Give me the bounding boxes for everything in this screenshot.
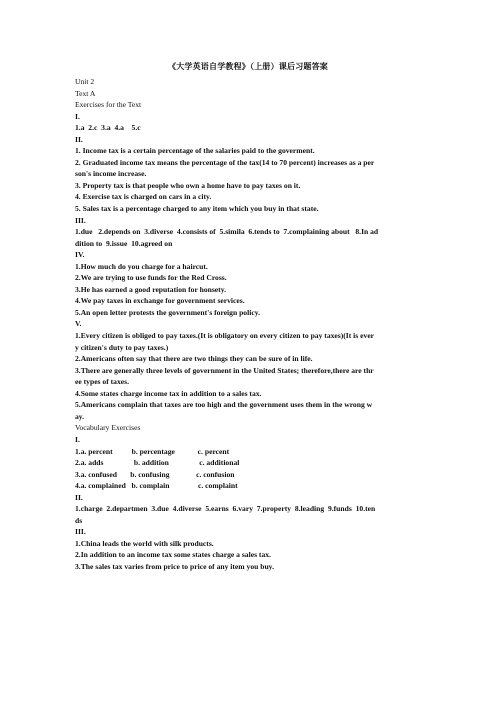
text-line: II. bbox=[75, 492, 83, 502]
text-line: 4. Exercise tax is charged on cars in a city. bbox=[75, 192, 212, 202]
text-line: 3.There are generally three levels of government in the United States; therefore,there are thr bbox=[75, 365, 374, 375]
text-line: 1.Every citizen is obliged to pay taxes.(It is obligatory on every citizen to pay taxes)(It is ever bbox=[75, 331, 375, 341]
text-line: 5. Sales tax is a percentage charged to any item which you buy in that state. bbox=[75, 204, 319, 214]
text-line: 2.a. adds b. addition c. additional bbox=[75, 458, 240, 468]
text-line: 3.He has earned a good reputation for honsety. bbox=[75, 284, 226, 294]
text-line: 2. Graduated income tax means the percentage of the tax(14 to 70 percent) increases as a per bbox=[75, 157, 375, 167]
text-line: 1.a. percent b. percentage c. percent bbox=[75, 446, 230, 456]
text-line: 5.An open letter protests the government's foreign policy. bbox=[75, 307, 260, 317]
text-line: 5.Americans complain that taxes are too high and the government uses them in the wrong w bbox=[75, 400, 373, 410]
text-line: III. bbox=[75, 527, 86, 537]
text-line: 1.due 2.depends on 3.diverse 4.consists of 5.simila 6.tends to 7.complaining about 8.In ad bbox=[75, 227, 379, 237]
text-line: 1.a 2.c 3.a 4.a 5.c bbox=[75, 123, 141, 133]
text-line: 2.Americans often say that there are two things they can be sure of in life. bbox=[75, 354, 313, 364]
text-line: I. bbox=[75, 434, 80, 444]
text-line: Exercises for the Text bbox=[75, 100, 142, 110]
text-line: 4.We pay taxes in exchange for government services. bbox=[75, 296, 245, 306]
text-line: 3.a. confused b. confusing c. confusion bbox=[75, 469, 235, 479]
text-line: 3. Property tax is that people who own a home have to pay taxes on it. bbox=[75, 180, 301, 190]
document-body bbox=[75, 76, 422, 573]
text-line: Unit 2 bbox=[75, 77, 95, 86]
text-line: 1.How much do you charge for a haircut. bbox=[75, 261, 208, 271]
text-line: son's income increase. bbox=[75, 169, 147, 179]
text-line: I. bbox=[75, 111, 80, 121]
text-line: 2.We are trying to use funds for the Red Cross. bbox=[75, 273, 227, 283]
text-line: y citizen's duty to pay taxes.) bbox=[75, 342, 169, 352]
text-line: 2.In addition to an income tax some states charge a sales tax. bbox=[75, 550, 271, 560]
text-line: IV. bbox=[75, 250, 85, 260]
text-line: 3.The sales tax varies from price to price of any item you buy. bbox=[75, 561, 274, 571]
text-line: 1. Income tax is a certain percentage of the salaries paid to the goverment. bbox=[75, 146, 315, 156]
text-line: Text A bbox=[75, 88, 96, 98]
text-line: II. bbox=[75, 134, 83, 144]
text-line: 4.a. complained b. complain c. complaint bbox=[75, 481, 238, 491]
text-line: 1.charge 2.departmen 3.due 4.diverse 5.earns 6.vary 7.property 8.leading 9.funds 10.ten bbox=[75, 504, 376, 514]
text-line: ay. bbox=[75, 411, 85, 421]
text-line: V. bbox=[75, 319, 82, 329]
text-line: ds bbox=[75, 515, 83, 525]
text-line: ee types of taxes. bbox=[75, 377, 129, 387]
text-line: 1.China leads the world with silk products. bbox=[75, 538, 214, 548]
text-line: III. bbox=[75, 215, 86, 225]
text-line: Vocabulary Exercises bbox=[75, 423, 141, 433]
document-title: 《大学英语自学教程》（上册）课后习题答案 bbox=[168, 62, 328, 71]
text-line: dition to 9.issue 10.agreed on bbox=[75, 238, 173, 248]
text-line: 4.Some states charge income tax in addition to a sales tax. bbox=[75, 388, 262, 398]
